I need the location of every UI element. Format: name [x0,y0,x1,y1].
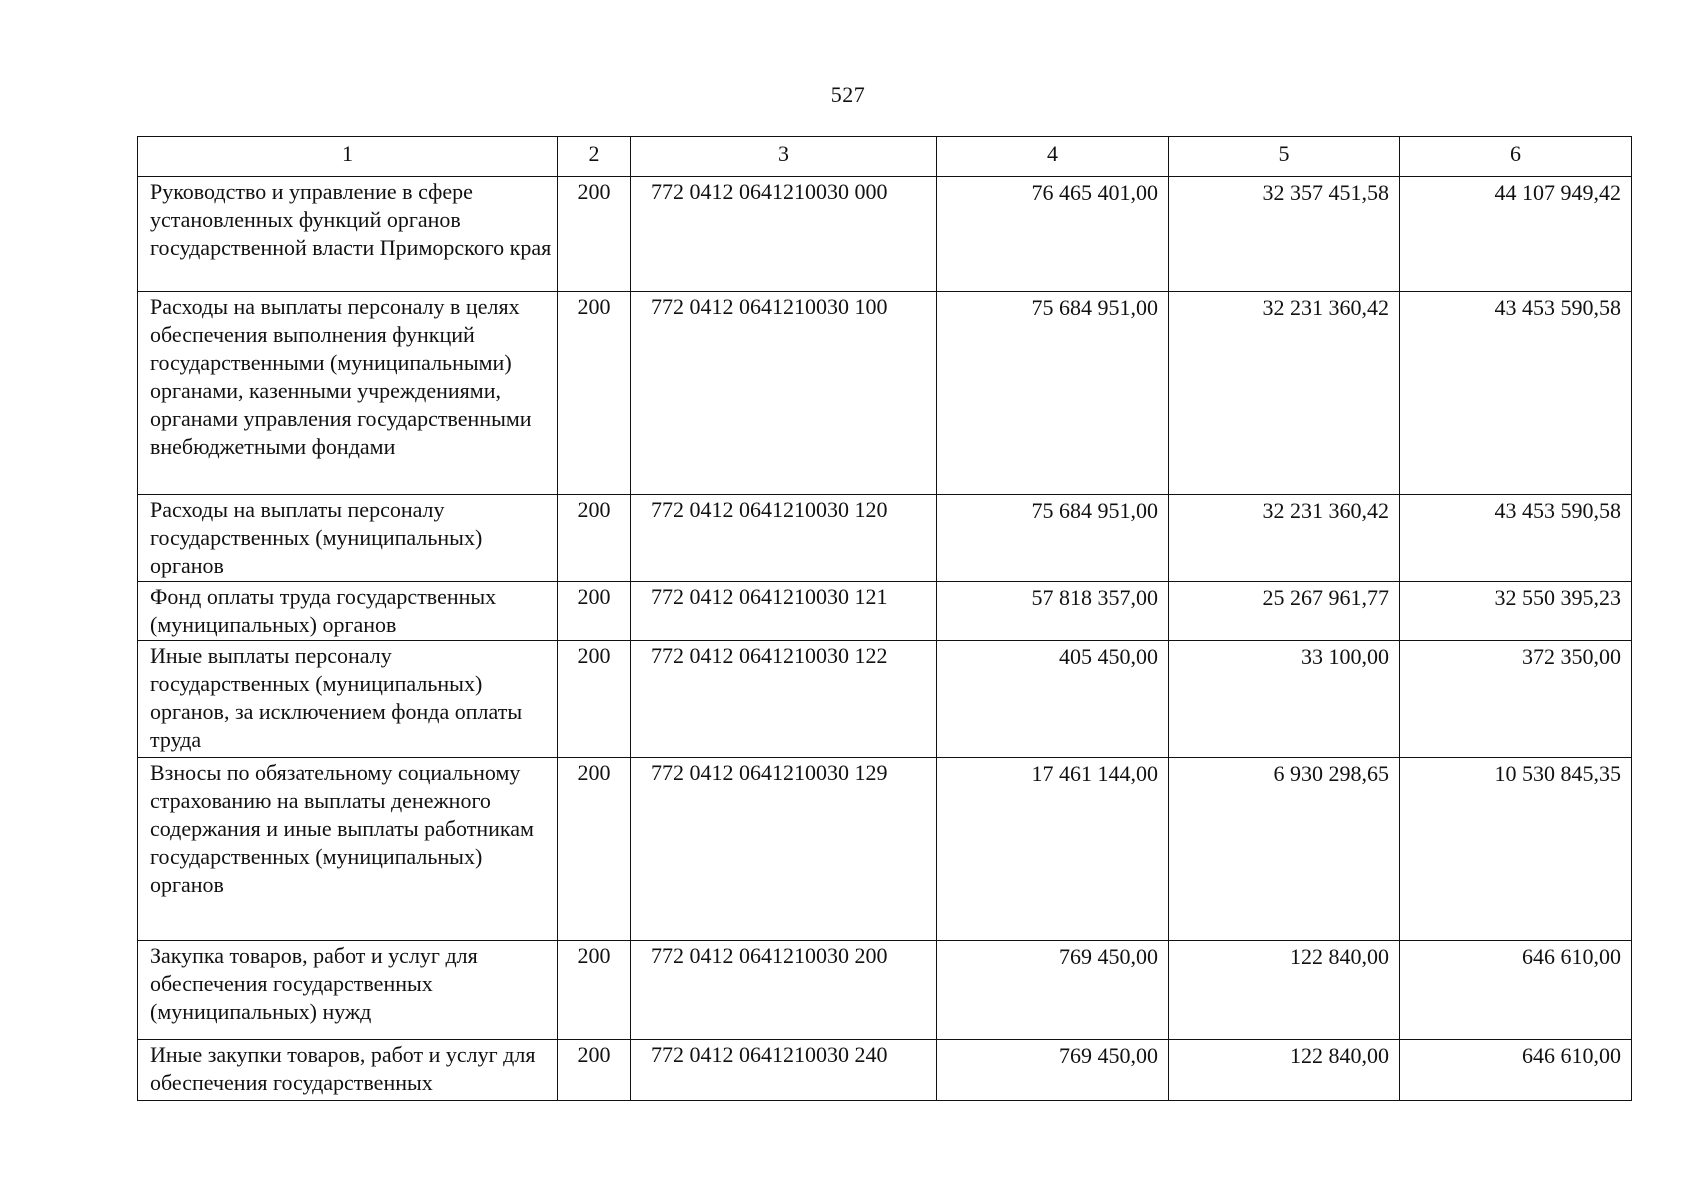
budget-table [137,136,1632,1101]
row-name-cell: Иные закупки товаров, работ и услуг для обеспечения государственных [138,1040,558,1101]
row-col6-cell: 372 350,00 [1400,641,1632,758]
row-status-cell: 200 [558,1040,631,1101]
column-header-6: 6 [1400,137,1632,177]
row-col4-cell: 57 818 357,00 [937,582,1169,641]
row-code-cell: 772 0412 0641210030 120 [631,495,937,582]
row-col5-cell: 122 840,00 [1169,941,1400,1040]
row-status-cell: 200 [558,292,631,495]
row-code-cell: 772 0412 0641210030 200 [631,941,937,1040]
column-header-1: 1 [138,137,558,177]
table-row [138,641,1632,758]
row-status-cell: 200 [558,941,631,1040]
row-name-cell: Фонд оплаты труда государственных (муниципальных) органов [138,582,558,641]
row-status-cell: 200 [558,758,631,941]
row-status-cell: 200 [558,177,631,292]
table-body [138,177,1632,1101]
row-col5-cell: 33 100,00 [1169,641,1400,758]
row-col5-cell: 25 267 961,77 [1169,582,1400,641]
table-row [138,758,1632,941]
row-col6-cell: 646 610,00 [1400,1040,1632,1101]
row-name-cell: Иные выплаты персоналу государственных (муниципальных) органов, за исключением фонда оплаты труда [138,641,558,758]
row-col5-cell: 6 930 298,65 [1169,758,1400,941]
row-col5-cell: 32 357 451,58 [1169,177,1400,292]
table-row [138,941,1632,1040]
row-col5-cell: 32 231 360,42 [1169,495,1400,582]
table-header [138,137,1632,177]
row-name-cell: Взносы по обязательному социальному страхованию на выплаты денежного содержания и иные выплаты работникам государственных (муниципальных) органов [138,758,558,941]
row-code-cell: 772 0412 0641210030 122 [631,641,937,758]
column-header-5: 5 [1169,137,1400,177]
row-code-cell: 772 0412 0641210030 100 [631,292,937,495]
row-col6-cell: 10 530 845,35 [1400,758,1632,941]
row-status-cell: 200 [558,495,631,582]
column-header-2: 2 [558,137,631,177]
row-code-cell: 772 0412 0641210030 121 [631,582,937,641]
table-row [138,582,1632,641]
row-code-cell: 772 0412 0641210030 129 [631,758,937,941]
row-col6-cell: 44 107 949,42 [1400,177,1632,292]
header-row [138,137,1632,177]
row-col4-cell: 76 465 401,00 [937,177,1169,292]
page-number: 527 [830,82,866,107]
column-header-4: 4 [937,137,1169,177]
table-row [138,1040,1632,1101]
table-row [138,495,1632,582]
table-row [138,177,1632,292]
row-code-cell: 772 0412 0641210030 240 [631,1040,937,1101]
row-col4-cell: 405 450,00 [937,641,1169,758]
row-name-cell: Расходы на выплаты персоналу государственных (муниципальных) органов [138,495,558,582]
row-code-cell: 772 0412 0641210030 000 [631,177,937,292]
row-status-cell: 200 [558,582,631,641]
table-row [138,292,1632,495]
column-header-3: 3 [631,137,937,177]
row-status-cell: 200 [558,641,631,758]
row-col5-cell: 32 231 360,42 [1169,292,1400,495]
row-col4-cell: 75 684 951,00 [937,292,1169,495]
row-col6-cell: 43 453 590,58 [1400,495,1632,582]
row-col4-cell: 769 450,00 [937,941,1169,1040]
row-col6-cell: 646 610,00 [1400,941,1632,1040]
row-name-cell: Закупка товаров, работ и услуг для обеспечения государственных (муниципальных) нужд [138,941,558,1040]
row-col4-cell: 769 450,00 [937,1040,1169,1101]
row-name-cell: Руководство и управление в сфере установленных функций органов государственной власти Приморского края [138,177,558,292]
row-col5-cell: 122 840,00 [1169,1040,1400,1101]
row-col4-cell: 75 684 951,00 [937,495,1169,582]
row-name-cell: Расходы на выплаты персоналу в целях обеспечения выполнения функций государственными (муниципальными) органами, казенными учреждениями, органами управления государственными внебюджетными фондами [138,292,558,495]
row-col6-cell: 32 550 395,23 [1400,582,1632,641]
row-col4-cell: 17 461 144,00 [937,758,1169,941]
row-col6-cell: 43 453 590,58 [1400,292,1632,495]
